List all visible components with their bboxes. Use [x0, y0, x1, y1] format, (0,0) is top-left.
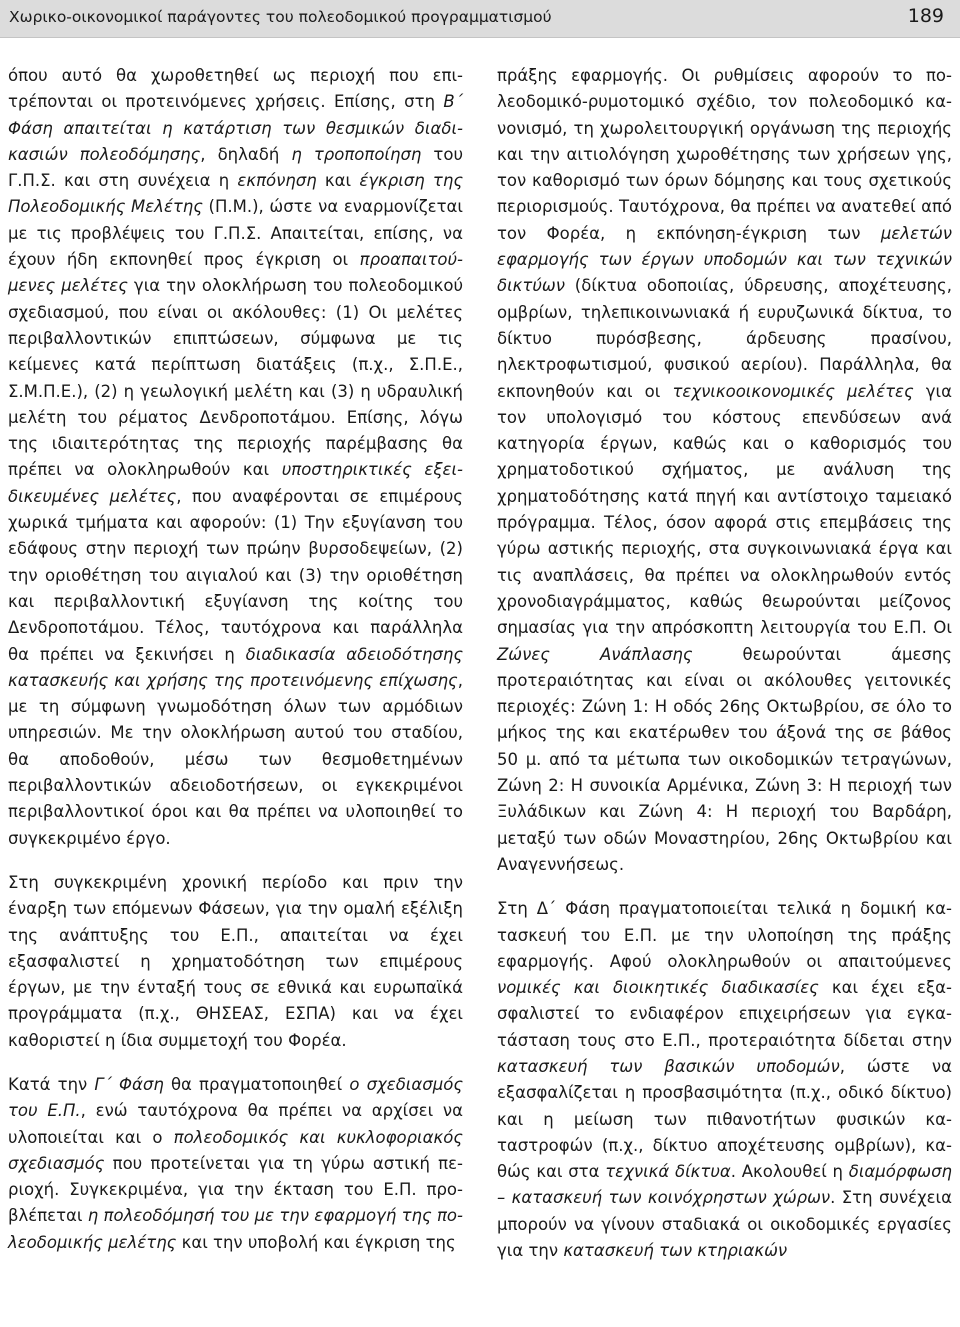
emphasized-text: πολεοδομικός και κυκλοφοριακός σχεδιασμός	[8, 1127, 463, 1173]
paragraph-phase-b	[8, 63, 463, 852]
emphasized-text: Γ΄ Φάση	[94, 1074, 164, 1094]
body-text: και την υποβολή και έγκριση της	[176, 1232, 456, 1252]
emphasized-text: εκπόνηση	[237, 171, 317, 191]
body-text: . Ακολουθεί η	[730, 1162, 849, 1182]
body-text: , ώστε να εξασφαλίζεται η προσβασιμότητα (π.χ., οδικό δίκτυο) και η μείωση των πιθανοτήτων φυσικών καταστροφών (π.χ., δίκτυο αποχέτευσης ομβρίων), καθώς και στα	[497, 1056, 952, 1182]
running-header	[0, 0, 960, 38]
emphasized-text: η τροποποίηση	[291, 144, 422, 164]
page-number: 189	[907, 5, 944, 27]
emphasized-text: Ζώνες Ανάπλασης	[497, 644, 693, 664]
emphasized-text: κατασκευή των κτηριακών	[563, 1241, 788, 1261]
body-text: (δίκτυα οδοποιίας, ύδρευσης, αποχέτευσης, ομβρίων, τηλεπικοινωνιακά ή ευρυζωνικά δίκτυα, το δίκτυο πυρόσβεσης, άρδευσης πρασίνου, ηλεκτροφωτισμού, φυσικού αερίου). Παράλληλα, θα εκπονηθούν και οι	[497, 276, 952, 401]
body-text: Στη συγκεκριμένη χρονική περίοδο και πριν την έναρξη των επόμενων Φάσεων, για την ομαλή εξέλιξη της ανάπτυξης του Ε.Π., απαιτείται να έχει εξασφαλιστεί η χρηματοδότηση των επιμέρους έργων, με την ένταξή τους σε εθνικά και ευρωπαϊκά προγράμματα (π.χ., ΘΗΣΕΑΣ, ΕΣΠΑ) και να έχει καθοριστεί η ίδια συμμετοχή του Φορέα.	[8, 872, 463, 1050]
emphasized-text: ο σχεδιασμός του Ε.Π.	[8, 1074, 463, 1121]
body-text: , δηλαδή	[200, 144, 292, 164]
body-text: θεωρούνται άμεσης προτεραιότητας και είναι οι ακόλουθες γειτονικές περιοχές: Ζώνη 1: Η οδός 26ης Οκτωβρίου, σε όλο το μήκος της και εκατέρωθεν του άξονά της σε βάθος 50 μ. από τα μέτωπα των οικοδομικών τετραγώνων, Ζώνη 2: Η συνοικία Αρμένικα, Ζώνη 3: Η περιοχή των Ξυλάδικων και Ζώνη 4: Η περιοχή του Βαρδάρη, μεταξύ των οδών Μοναστηρίου, 26ης Οκτωβρίου και Αναγεννήσεως.	[497, 644, 952, 874]
emphasized-text: προαπαιτούμενες μελέτες	[8, 250, 463, 296]
paragraph-phase-c	[8, 1072, 463, 1256]
body-text: Κατά την	[8, 1074, 95, 1094]
emphasized-text: Β΄ Φάση απαιτείται η κατάρτιση των θεσμικών διαδικασιών πολεοδόμησης	[8, 92, 463, 164]
paragraph-funding	[8, 870, 463, 1054]
body-text: . Στη συνέχεια μπορούν να γίνουν σταδιακά οι οικοδομικές εργασίες για την	[497, 1188, 952, 1261]
emphasized-text: τεχνικά δίκτυα	[605, 1162, 731, 1182]
paragraph-implementation	[497, 63, 952, 878]
emphasized-text: μελετών εφαρμογής των έργων υποδομών και των τεχνικών δικτύων	[497, 223, 952, 296]
emphasized-text: έγκριση της Πολεοδομικής Μελέτης	[8, 171, 464, 217]
body-text: και	[316, 171, 360, 191]
chapter-title: Χωρικο-οικονομικοί παράγοντες του πολεοδομικού προγραμματισμού	[9, 8, 552, 26]
emphasized-text: η πολεοδόμησή του με την εφαρμογή της πολεοδομικής μελέτης	[8, 1206, 463, 1252]
emphasized-text: διαδικασία αδειοδότησης κατασκευής και χρήσης της προτεινόμενης επίχωσης	[8, 644, 463, 690]
body-text: , με τη σύμφωνη γνωμοδότηση όλων των αρμόδιων υπηρεσιών. Με την ολοκλήρωση αυτού του σταδίου, θα αποδοθούν, μέσω των θεσμοθετημένων περιβαλλοντικών αδειοδοτήσεων, οι εγκεκριμένοι περιβαλλοντικοί όροι και θα πρέπει να υλοποιηθεί το συγκεκριμένο έργο.	[8, 670, 463, 848]
body-text: (Π.Μ.), ώστε να εναρμονίζεται με τις προβλέψεις του Γ.Π.Σ. Απαιτείται, επίσης, να έχουν ήδη εκπονηθεί προς έγκριση οι	[8, 197, 463, 270]
emphasized-text: κατασκευή των βασικών υποδομών	[497, 1056, 840, 1076]
left-column	[8, 63, 463, 1256]
body-text: και έχει εξασφαλιστεί το ενδιαφέρον επιχειρήσεων για εγκατάσταση τους στο Ε.Π., προτεραιότητα δίδεται στην	[497, 978, 952, 1050]
emphasized-text: νομικές και διοικητικές διαδικασίες	[497, 978, 819, 998]
right-column	[497, 63, 952, 1264]
body-text: όπου αυτό θα χωροθετηθεί ως περιοχή που επιτρέπονται οι προτεινόμενες χρήσεις. Επίσης, στη	[8, 66, 463, 112]
body-text: , που αναφέρονται σε επιμέρους χωρικά τμήματα και αφορούν: (1) Την εξυγίανση του εδάφους στην περιοχή των πρώην βυρσοδεψείων, (2) την οριοθέτηση του αιγιαλού και (3) την οριοθέτηση και περιβαλλοντική εξυγίανση της κοίτης του Δενδροποτάμου. Τέλος, ταυτόχρονα και παράλληλα θα πρέπει να ξεκινήσει η	[8, 486, 463, 664]
body-text: για τον υπολογισμό του κόστους επενδύσεων ανά κατηγορία έργων, καθώς και ο καθορισμός του χρηματοδοτικού σχήματος, με ανάλυση της χρηματοδότησης κατά πηγή και αντίστοιχο ταμειακό πρόγραμμα. Τέλος, όσον αφορά στις επεμβάσεις της γύρω αστικής περιοχής, στα συγκοινωνιακά έργα και τις αναπλάσεις, θα πρέπει να ολοκληρωθούν εντός χρονοδιαγράμματος, καθώς θεωρούνται μείζονος σημασίας για την απρόσκοπτη λειτουργία του Ε.Π. Οι	[497, 381, 952, 638]
body-text: του Γ.Π.Σ. και στη συνέχεια η	[8, 144, 463, 191]
body-text: θα πραγματοποιηθεί	[163, 1074, 350, 1094]
body-text: για την ολοκλήρωση του πολεοδομικού σχεδιασμού, που είναι οι ακόλουθες: (1) Οι μελέτες περιβαλλοντικών επιπτώσεων, σύμφωνα με τις κείμενες κατά περίπτωση διατάξεις (π.χ., Σ.Π.Ε., Σ.Μ.Π.Ε.), (2) η γεωλογική μελέτη και (3) η υδραυλική μελέτη του ρέματος Δενδροποτάμου. Επίσης, λόγω της ιδιαιτερότητας της περιοχής παρέμβασης θα πρέπει να ολοκληρωθούν και	[8, 276, 463, 480]
emphasized-text: υποστηρικτικές εξειδικευμένες μελέτες	[8, 460, 463, 506]
emphasized-text: τεχνικοοικονομικές μελέτες	[672, 381, 914, 401]
body-text: που προτείνεται για τη γύρω αστική περιοχή. Συγκεκριμένα, για την έκταση του Ε.Π. προβλέπεται	[8, 1153, 463, 1226]
paragraph-phase-d	[497, 896, 952, 1264]
body-text: Στη Δ΄ Φάση πραγματοποιείται τελικά η δομική κατασκευή του Ε.Π. με την υλοποίηση της πράξης εφαρμογής. Αφού ολοκληρωθούν οι απαιτούμενες	[497, 899, 952, 971]
emphasized-text: διαμόρφωση – κατασκευή των κοινόχρηστων χώρων	[497, 1162, 952, 1208]
body-text: πράξης εφαρμογής. Οι ρυθμίσεις αφορούν το πολεοδομικό-ρυμοτομικό σχέδιο, τον πολεοδομικό κανονισμό, τη χωρολειτουργική οργάνωση της περιοχής και την αιτιολόγηση χωροθέτησης των χρήσεων γης, τον καθορισμό των όρων δόμησης και τους σχετικούς περιορισμούς. Ταυτόχρονα, θα πρέπει να ανατεθεί από τον Φορέα, η εκπόνηση-έγκριση των	[497, 66, 952, 243]
body-text: , ενώ ταυτόχρονα θα πρέπει να αρχίσει να υλοποιείται και ο	[8, 1101, 463, 1147]
